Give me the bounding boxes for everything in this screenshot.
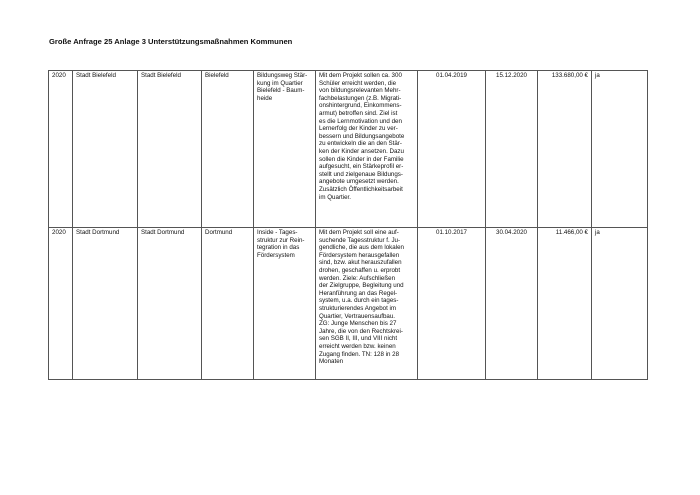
applicant-cell: Stadt Dortmund: [73, 228, 138, 380]
recipient-cell: Stadt Bielefeld: [138, 71, 202, 228]
description-cell: Mit dem Projekt sollen ca. 300 Schüler erreicht werden, die von bildungsrelevanten Mehr- fachbelastungen (z.B. Migrati- onshintergrund, Einkommens- armut) betroffen sind. Ziel ist es die Lernmotivation und den Lernerfolg der Kinder zu ver- bessern und Bildungsangebote zu entwickeln die an den Stär- ken der Kinder ansetzen. Dazu sollen die Kinder in der Familie aufgesucht, ein Stärkeprofil er- stellt und zielgenaue Bildungs- angebote umgesetzt werden. Zusätzlich Öffentlichkeitsarbeit im Quartier.: [316, 71, 418, 228]
year-cell: 2020: [49, 71, 73, 228]
flag-cell: ja: [592, 228, 648, 380]
table-row: [49, 71, 648, 228]
project-cell: Inside - Tages- struktur zur Rein- tegration in das Fördersystem: [254, 228, 316, 380]
end-date-cell: 30.04.2020: [486, 228, 538, 380]
location-cell: Bielefeld: [202, 71, 254, 228]
table-row: [49, 228, 648, 380]
applicant-cell: Stadt Bielefeld: [73, 71, 138, 228]
funding-table: [48, 70, 648, 380]
start-date-cell: 01.10.2017: [418, 228, 486, 380]
flag-cell: ja: [592, 71, 648, 228]
year-cell: 2020: [49, 228, 73, 380]
amount-cell: 133.680,00 €: [538, 71, 592, 228]
page-title: Große Anfrage 25 Anlage 3 Unterstützungsmaßnahmen Kommunen: [49, 37, 293, 46]
description-cell: Mit dem Projekt soll eine auf- suchende Tagesstruktur f. Ju- gendliche, die aus dem lokalen Fördersystem herausgefallen sind, bzw. akut herauszufallen drohen, geschaffen u. erprobt werden. Ziele: Aufschließen der Zielgruppe, Begleitung und Heranführung an das Regel- system, u.a. durch ein tages- strukturierendes Angebot im Quartier, Vertrauensaufbau. ZG: Junge Menschen bis 27 Jahre, die von den Rechtskrei- sen SGB II, III, und VIII nicht erreicht werden bzw. keinen Zugang finden. TN: 128 in 28 Monaten: [316, 228, 418, 380]
amount-cell: 11.466,00 €: [538, 228, 592, 380]
project-cell: Bildungsweg Stär- kung im Quartier Bielefeld - Baum- heide: [254, 71, 316, 228]
end-date-cell: 15.12.2020: [486, 71, 538, 228]
start-date-cell: 01.04.2019: [418, 71, 486, 228]
recipient-cell: Stadt Dortmund: [138, 228, 202, 380]
location-cell: Dortmund: [202, 228, 254, 380]
